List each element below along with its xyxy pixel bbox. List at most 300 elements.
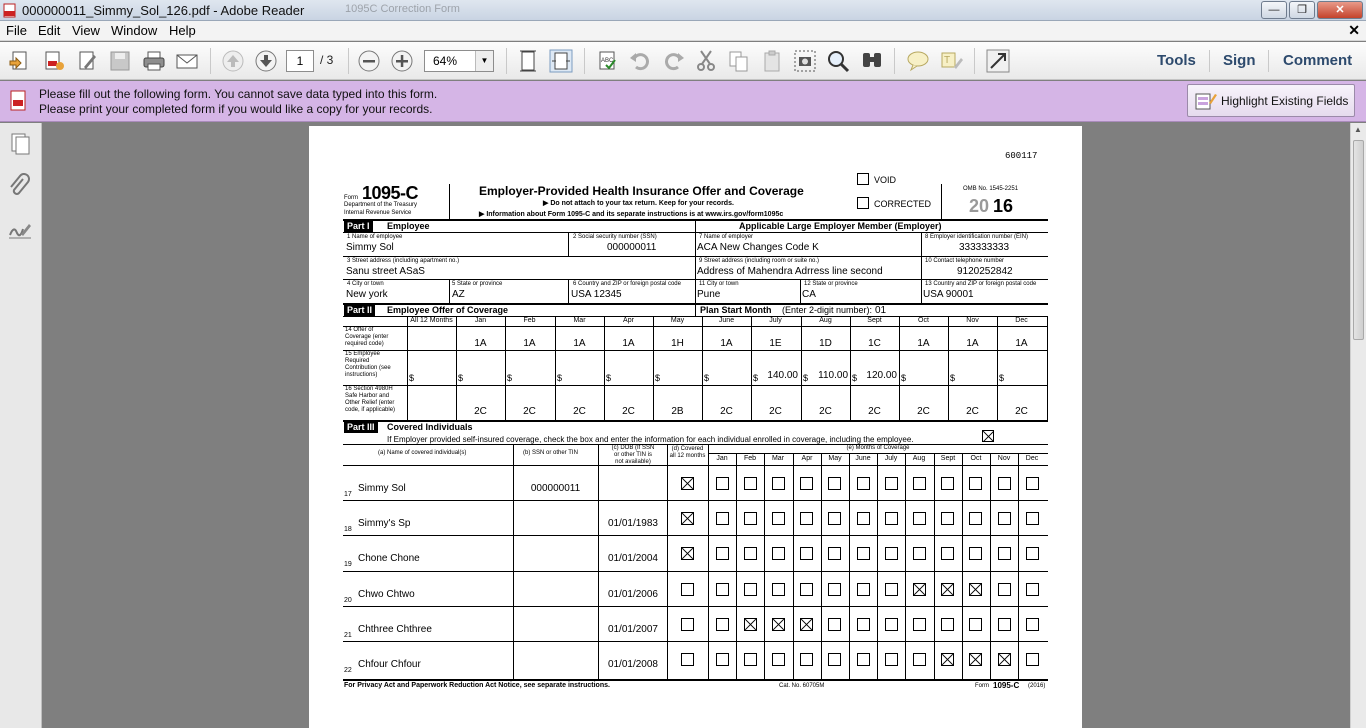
title-bar xyxy=(0,0,1366,21)
month-checkbox-apr[interactable] xyxy=(800,653,813,666)
corrected-label: CORRECTED xyxy=(874,199,932,209)
month-checkbox-may[interactable] xyxy=(828,653,841,666)
covered-name-field[interactable]: Chthree Chthree xyxy=(358,624,432,635)
highlight-fields-icon xyxy=(1195,91,1217,111)
safe-harbor-code-1[interactable]: 2C xyxy=(474,406,487,417)
grid-col-rule xyxy=(997,316,998,420)
month-checkbox-dec[interactable] xyxy=(1026,512,1039,525)
field-2-label: 2 Social security number (SSN) xyxy=(573,234,657,240)
covered-dob-field[interactable]: 01/01/2008 xyxy=(607,659,658,670)
document-view[interactable] xyxy=(43,123,1350,728)
safe-harbor-code-7[interactable]: 2C xyxy=(769,406,782,417)
month-checkbox-jan[interactable] xyxy=(716,512,729,525)
month-checkbox-aug[interactable] xyxy=(913,547,926,560)
plan-start-label: Plan Start Month xyxy=(700,305,772,315)
form-code: 600117 xyxy=(1005,151,1038,161)
signatures-icon[interactable] xyxy=(7,216,33,242)
month-checkbox-apr[interactable] xyxy=(800,547,813,560)
employee-ssn-field[interactable]: 000000011 xyxy=(607,242,657,253)
month-checkbox-dec[interactable] xyxy=(1026,583,1039,596)
month-checkbox-nov[interactable] xyxy=(998,583,1011,596)
month-checkbox-jan[interactable] xyxy=(716,477,729,490)
grid-row-rule xyxy=(343,350,1048,351)
month-checkbox-feb[interactable] xyxy=(744,477,757,490)
row-number: 22 xyxy=(344,667,352,674)
offer-code-3[interactable]: 1A xyxy=(573,338,586,349)
col-a-header: (a) Name of covered individual(s) xyxy=(378,450,467,456)
expand-icon[interactable] xyxy=(986,49,1010,73)
month-col-header-9: Oct xyxy=(970,455,982,462)
fit-width-icon[interactable] xyxy=(549,49,573,73)
toolbar-separator xyxy=(1268,50,1269,72)
grid-col-rule xyxy=(604,316,605,420)
toolbar-separator xyxy=(506,48,507,74)
month-checkbox-sept[interactable] xyxy=(941,618,954,631)
month-checkbox-aug[interactable] xyxy=(913,512,926,525)
month-checkbox-apr[interactable] xyxy=(800,583,813,596)
field-12-label: 12 State or province xyxy=(804,281,858,287)
month-checkbox-nov[interactable] xyxy=(998,512,1011,525)
field-8-label: 8 Employer identification number (EIN) xyxy=(925,234,1029,240)
row-number: 17 xyxy=(344,491,352,498)
offer-code-9[interactable]: 1C xyxy=(868,338,881,349)
vertical-scrollbar[interactable] xyxy=(1350,123,1366,728)
rule xyxy=(343,465,1048,466)
grid-col-rule xyxy=(505,316,506,420)
employee-address-field[interactable]: Sanu street ASaS xyxy=(346,266,425,277)
edit-pdf-icon[interactable] xyxy=(42,49,66,73)
part2-heading: Employee Offer of Coverage xyxy=(387,305,509,315)
field-1-label: 1 Name of employee xyxy=(347,234,403,240)
page-count: / 3 xyxy=(320,53,334,67)
month-checkbox-june[interactable] xyxy=(857,477,870,490)
page-number-input[interactable]: 1 xyxy=(286,50,314,72)
month-checkbox-sept[interactable] xyxy=(941,547,954,560)
toolbar-separator xyxy=(974,48,975,74)
dollar-sign: $ xyxy=(950,373,956,383)
contribution-9[interactable]: 120.00 xyxy=(866,370,897,381)
zoom-select[interactable] xyxy=(424,50,494,72)
month-checkbox-dec[interactable] xyxy=(1026,477,1039,490)
month-checkbox-mar[interactable] xyxy=(772,477,785,490)
month-checkbox-july[interactable] xyxy=(885,583,898,596)
row14-label-line: Coverage (enter xyxy=(345,334,389,340)
month-checkbox-june[interactable] xyxy=(857,583,870,596)
month-checkbox-dec[interactable] xyxy=(1026,653,1039,666)
field-10-label: 10 Contact telephone number xyxy=(925,258,1005,264)
month-col-header-11: Dec xyxy=(1025,455,1039,462)
month-checkbox-aug[interactable] xyxy=(913,583,926,596)
menu-window[interactable]: Window xyxy=(111,23,158,38)
safe-harbor-code-5[interactable]: 2B xyxy=(671,406,684,417)
department-line: Department of the Treasury xyxy=(344,202,418,208)
month-checkbox-apr[interactable] xyxy=(800,512,813,525)
month-checkbox-sept[interactable] xyxy=(941,512,954,525)
part3-heading: Covered Individuals xyxy=(387,422,473,432)
month-checkbox-jan[interactable] xyxy=(716,547,729,560)
row16-label-line: Safe Harbor and xyxy=(345,393,390,399)
month-checkbox-feb[interactable] xyxy=(744,583,757,596)
part3-label: Part III xyxy=(344,422,378,433)
employer-state-field[interactable]: CA xyxy=(802,289,816,300)
form-notice-icon xyxy=(9,90,29,112)
employee-city-field[interactable]: New york xyxy=(346,289,388,300)
grid-col-rule xyxy=(456,316,457,420)
month-header-4: Apr xyxy=(623,317,634,324)
month-checkbox-july[interactable] xyxy=(885,653,898,666)
all-12-months-checkbox[interactable] xyxy=(681,512,694,525)
page-thumbnails-icon[interactable] xyxy=(7,131,33,157)
omb-number: OMB No. 1545-2251 xyxy=(963,186,1019,192)
month-checkbox-may[interactable] xyxy=(828,512,841,525)
offer-code-1[interactable]: 1A xyxy=(474,338,487,349)
dollar-sign: $ xyxy=(409,373,415,383)
field-3-label: 3 Street address (including apartment no.) xyxy=(347,258,460,264)
month-checkbox-feb[interactable] xyxy=(744,512,757,525)
toolbar-separator xyxy=(894,48,895,74)
month-checkbox-june[interactable] xyxy=(857,653,870,666)
covered-name-field[interactable]: Chfour Chfour xyxy=(358,659,421,670)
form-notice-bar xyxy=(0,81,1366,122)
grid-col-rule xyxy=(962,453,963,679)
month-checkbox-dec[interactable] xyxy=(1026,618,1039,631)
grid-row-rule xyxy=(343,385,1048,386)
all-12-months-checkbox[interactable] xyxy=(681,583,694,596)
dollar-sign: $ xyxy=(458,373,464,383)
safe-harbor-code-11[interactable]: 2C xyxy=(966,406,979,417)
save-icon[interactable] xyxy=(108,49,132,73)
all-12-months-checkbox[interactable] xyxy=(681,547,694,560)
dollar-sign: $ xyxy=(803,373,809,383)
row-number: 19 xyxy=(344,561,352,568)
spellcheck-icon[interactable] xyxy=(596,49,620,73)
self-insured-checkbox[interactable] xyxy=(982,430,994,442)
month-checkbox-jan[interactable] xyxy=(716,653,729,666)
notice-line-2: Please print your completed form if you would like a copy for your records. xyxy=(39,102,433,116)
grid-col-rule xyxy=(1047,316,1048,420)
safe-harbor-code-4[interactable]: 2C xyxy=(622,406,635,417)
offer-code-12[interactable]: 1A xyxy=(1015,338,1028,349)
chevron-down-icon[interactable]: ▼ xyxy=(475,51,493,71)
scrollbar-thumb[interactable] xyxy=(1353,140,1364,340)
employer-ein-field[interactable]: 333333333 xyxy=(959,242,1010,253)
employer-phone-field[interactable]: 9120252842 xyxy=(957,266,1013,277)
highlight-fields-button[interactable] xyxy=(1187,84,1355,117)
field-6-label: 6 Country and ZIP or foreign postal code xyxy=(573,281,681,287)
covered-dob-field[interactable]: 01/01/2007 xyxy=(607,624,658,635)
covered-name-field[interactable]: Chone Chone xyxy=(358,553,420,564)
corrected-checkbox[interactable] xyxy=(857,197,869,209)
cut-icon[interactable] xyxy=(694,49,718,73)
month-checkbox-aug[interactable] xyxy=(913,618,926,631)
month-header-1: Jan xyxy=(474,317,487,324)
rule xyxy=(343,500,1048,501)
search-icon[interactable] xyxy=(826,49,850,73)
employer-address-field[interactable]: Address of Mahendra Adrress line second xyxy=(697,266,883,277)
rule xyxy=(343,606,1048,607)
month-col-header-0: Jan xyxy=(716,455,728,462)
month-header-10: Oct xyxy=(918,317,929,324)
grid-col-rule xyxy=(653,316,654,420)
advanced-search-icon[interactable] xyxy=(860,49,884,73)
covered-dob-field[interactable]: 01/01/2006 xyxy=(607,589,658,600)
month-checkbox-june[interactable] xyxy=(857,547,870,560)
safe-harbor-code-2[interactable]: 2C xyxy=(523,406,536,417)
month-col-header-7: Aug xyxy=(912,455,926,462)
copy-icon[interactable] xyxy=(727,49,751,73)
contribution-7[interactable]: 140.00 xyxy=(767,370,798,381)
employee-name-field[interactable]: Simmy Sol xyxy=(346,242,394,253)
month-checkbox-june[interactable] xyxy=(857,618,870,631)
paste-icon[interactable] xyxy=(760,49,784,73)
month-col-header-10: Nov xyxy=(997,455,1011,462)
month-checkbox-mar[interactable] xyxy=(772,512,785,525)
contribution-8[interactable]: 110.00 xyxy=(818,370,848,381)
toolbar-separator xyxy=(210,48,211,74)
covered-ssn-field[interactable]: 000000011 xyxy=(530,483,581,494)
month-checkbox-feb[interactable] xyxy=(744,618,757,631)
month-checkbox-jan[interactable] xyxy=(716,583,729,596)
month-checkbox-sept[interactable] xyxy=(941,583,954,596)
plan-start-month-field[interactable]: 01 xyxy=(875,305,887,316)
plan-start-hint: (Enter 2-digit number): xyxy=(782,305,873,315)
form-number: 1095-C xyxy=(362,183,419,203)
field-7-label: 7 Name of employer xyxy=(699,234,754,240)
sticky-note-icon[interactable] xyxy=(906,49,930,73)
row16-label-line: 16 Section 4980H xyxy=(345,386,393,392)
month-header-11: Nov xyxy=(966,317,979,324)
create-pdf-icon[interactable] xyxy=(8,49,32,73)
attachments-icon[interactable] xyxy=(7,173,33,199)
month-col-header-5: June xyxy=(855,455,871,462)
covered-dob-field[interactable]: 01/01/2004 xyxy=(607,553,658,564)
rule xyxy=(800,279,801,305)
covered-dob-field[interactable]: 01/01/1983 xyxy=(607,518,658,529)
offer-code-4[interactable]: 1A xyxy=(622,338,635,349)
employer-city-field[interactable]: Pune xyxy=(697,289,721,300)
rule xyxy=(708,453,1048,454)
dollar-sign: $ xyxy=(852,373,858,383)
grid-col-rule xyxy=(702,316,703,420)
zoom-out-icon[interactable] xyxy=(357,49,381,73)
safe-harbor-code-12[interactable]: 2C xyxy=(1015,406,1028,417)
month-header-2: Feb xyxy=(523,317,536,324)
month-checkbox-july[interactable] xyxy=(885,618,898,631)
month-checkbox-june[interactable] xyxy=(857,512,870,525)
notice-line-1: Please fill out the following form. You cannot save data typed into this form. xyxy=(39,87,438,101)
scroll-up-icon[interactable]: ▲ xyxy=(1354,125,1362,134)
month-header-6: June xyxy=(718,317,735,324)
safe-harbor-code-8[interactable]: 2C xyxy=(819,406,832,417)
menu-bar xyxy=(0,21,1366,41)
comment-pane-link[interactable]: Comment xyxy=(1283,52,1353,69)
month-checkbox-dec[interactable] xyxy=(1026,547,1039,560)
safe-harbor-code-10[interactable]: 2C xyxy=(917,406,930,417)
offer-code-8[interactable]: 1D xyxy=(819,338,832,349)
month-checkbox-mar[interactable] xyxy=(772,618,785,631)
month-checkbox-mar[interactable] xyxy=(772,653,785,666)
menu-file[interactable]: File xyxy=(6,23,27,38)
offer-code-7[interactable]: 1E xyxy=(769,338,782,349)
month-checkbox-feb[interactable] xyxy=(744,547,757,560)
previous-page-icon[interactable] xyxy=(221,49,245,73)
next-page-icon[interactable] xyxy=(254,49,278,73)
email-icon[interactable] xyxy=(175,49,199,73)
month-checkbox-apr[interactable] xyxy=(800,618,813,631)
part1-employee-heading: Employee xyxy=(387,221,430,231)
month-checkbox-may[interactable] xyxy=(828,547,841,560)
month-checkbox-may[interactable] xyxy=(828,583,841,596)
month-checkbox-oct[interactable] xyxy=(969,512,982,525)
rule xyxy=(343,641,1048,642)
menu-help[interactable]: Help xyxy=(169,23,196,38)
field-9-label: 9 Street address (including room or suite no.) xyxy=(699,258,820,264)
offer-code-11[interactable]: 1A xyxy=(966,338,979,349)
month-checkbox-oct[interactable] xyxy=(969,547,982,560)
month-checkbox-july[interactable] xyxy=(885,547,898,560)
dollar-sign: $ xyxy=(704,373,710,383)
employee-state-field[interactable]: AZ xyxy=(452,289,465,300)
rule xyxy=(568,232,569,256)
print-icon[interactable] xyxy=(142,49,166,73)
month-checkbox-may[interactable] xyxy=(828,618,841,631)
highlight-fields-label: Highlight Existing Fields xyxy=(1221,94,1349,108)
month-checkbox-nov[interactable] xyxy=(998,477,1011,490)
month-checkbox-nov[interactable] xyxy=(998,653,1011,666)
offer-code-2[interactable]: 1A xyxy=(523,338,536,349)
form-subtitle-1: ▶ Do not attach to your tax return. Keep for your records. xyxy=(543,200,734,207)
footer-year: (2016) xyxy=(1028,683,1046,689)
zoom-in-icon[interactable] xyxy=(390,49,414,73)
offer-code-6[interactable]: 1A xyxy=(720,338,733,349)
row-number: 20 xyxy=(344,597,352,604)
covered-name-field[interactable]: Simmy Sol xyxy=(358,483,406,494)
employer-zip-field[interactable]: USA 90001 xyxy=(923,289,974,300)
row15-label-line: Contribution (see xyxy=(345,365,391,371)
part2-label: Part II xyxy=(344,305,375,316)
fill-sign-icon[interactable] xyxy=(76,49,100,73)
field-4-label: 4 City or town xyxy=(347,281,384,287)
rule xyxy=(568,279,569,305)
grid-col-rule xyxy=(934,453,935,679)
undo-icon[interactable] xyxy=(628,49,652,73)
employer-name-field[interactable]: ACA New Changes Code K xyxy=(697,242,819,253)
redo-icon[interactable] xyxy=(662,49,686,73)
rule xyxy=(343,256,1048,257)
close-window-button[interactable]: ✕ xyxy=(1317,1,1363,19)
omb-divider xyxy=(941,184,942,220)
row-number: 21 xyxy=(344,632,352,639)
col-d-header: all 12 months xyxy=(669,453,706,459)
month-checkbox-oct[interactable] xyxy=(969,583,982,596)
month-checkbox-apr[interactable] xyxy=(800,477,813,490)
void-checkbox[interactable] xyxy=(857,173,869,185)
grid-col-rule xyxy=(899,316,900,420)
zoom-value: 64% xyxy=(433,54,458,68)
grid-col-rule xyxy=(708,445,709,679)
svg-text:ABC: ABC xyxy=(601,58,614,64)
privacy-notice: For Privacy Act and Paperwork Reduction Act Notice, see separate instructions. xyxy=(344,682,610,689)
safe-harbor-code-9[interactable]: 2C xyxy=(868,406,881,417)
rule xyxy=(343,535,1048,536)
col-b-header: (b) SSN or other TIN xyxy=(523,450,578,456)
month-checkbox-mar[interactable] xyxy=(772,583,785,596)
row15-label-line: 15 Employee xyxy=(345,351,381,357)
dollar-sign: $ xyxy=(753,373,759,383)
month-checkbox-aug[interactable] xyxy=(913,653,926,666)
grid-col-rule xyxy=(990,453,991,679)
month-checkbox-july[interactable] xyxy=(885,512,898,525)
month-col-header-1: Feb xyxy=(743,455,757,462)
month-checkbox-aug[interactable] xyxy=(913,477,926,490)
dollar-sign: $ xyxy=(606,373,612,383)
month-checkbox-mar[interactable] xyxy=(772,547,785,560)
month-header-12: Dec xyxy=(1015,317,1028,324)
ghost-tab: 1095C Correction Form xyxy=(345,3,460,15)
month-checkbox-feb[interactable] xyxy=(744,653,757,666)
maximize-button[interactable]: ❐ xyxy=(1289,1,1315,19)
all-12-months-checkbox[interactable] xyxy=(681,618,694,631)
highlight-text-icon[interactable] xyxy=(940,49,964,73)
grid-col-rule xyxy=(1018,453,1019,679)
safe-harbor-code-3[interactable]: 2C xyxy=(573,406,586,417)
close-document-icon[interactable]: ✕ xyxy=(1348,22,1360,38)
grid-col-rule xyxy=(751,316,752,420)
month-checkbox-may[interactable] xyxy=(828,477,841,490)
safe-harbor-code-6[interactable]: 2C xyxy=(720,406,733,417)
month-checkbox-jan[interactable] xyxy=(716,618,729,631)
fit-page-icon[interactable] xyxy=(516,49,540,73)
sign-pane-link[interactable]: Sign xyxy=(1223,52,1256,69)
month-checkbox-oct[interactable] xyxy=(969,618,982,631)
month-checkbox-july[interactable] xyxy=(885,477,898,490)
col-c-header: (c) DOB (If SSN xyxy=(611,445,655,451)
month-checkbox-nov[interactable] xyxy=(998,618,1011,631)
menu-edit[interactable]: Edit xyxy=(38,23,61,38)
all-12-months-checkbox[interactable] xyxy=(681,477,694,490)
row16-label-line: Other Relief (enter xyxy=(345,400,395,406)
covered-name-field[interactable]: Simmy's Sp xyxy=(358,518,411,529)
month-checkbox-sept[interactable] xyxy=(941,477,954,490)
window-title: 000000011_Simmy_Sol_126.pdf - Adobe Reader xyxy=(22,3,305,18)
rule xyxy=(695,305,696,316)
dollar-sign: $ xyxy=(999,373,1005,383)
row15-label-line: instructions) xyxy=(345,372,378,378)
offer-code-5[interactable]: 1H xyxy=(671,338,684,349)
employee-zip-field[interactable]: USA 12345 xyxy=(571,289,622,300)
tools-pane-link[interactable]: Tools xyxy=(1157,52,1196,69)
month-col-header-3: Apr xyxy=(801,455,813,462)
dollar-sign: $ xyxy=(507,373,513,383)
dollar-sign: $ xyxy=(901,373,907,383)
menu-view[interactable]: View xyxy=(72,23,100,38)
all-12-months-checkbox[interactable] xyxy=(681,653,694,666)
month-col-header-2: Mar xyxy=(771,455,785,462)
month-col-header-6: July xyxy=(884,455,898,462)
month-checkbox-oct[interactable] xyxy=(969,477,982,490)
offer-code-10[interactable]: 1A xyxy=(917,338,930,349)
grid-col-rule xyxy=(905,453,906,679)
part1-label: Part I xyxy=(344,221,373,232)
snapshot-icon[interactable] xyxy=(793,49,817,73)
month-checkbox-nov[interactable] xyxy=(998,547,1011,560)
covered-name-field[interactable]: Chwo Chtwo xyxy=(358,589,415,600)
month-checkbox-sept[interactable] xyxy=(941,653,954,666)
month-header-3: Mar xyxy=(573,317,586,324)
minimize-button[interactable]: — xyxy=(1261,1,1287,19)
footer-form-number: 1095-C xyxy=(993,681,1020,690)
month-checkbox-oct[interactable] xyxy=(969,653,982,666)
